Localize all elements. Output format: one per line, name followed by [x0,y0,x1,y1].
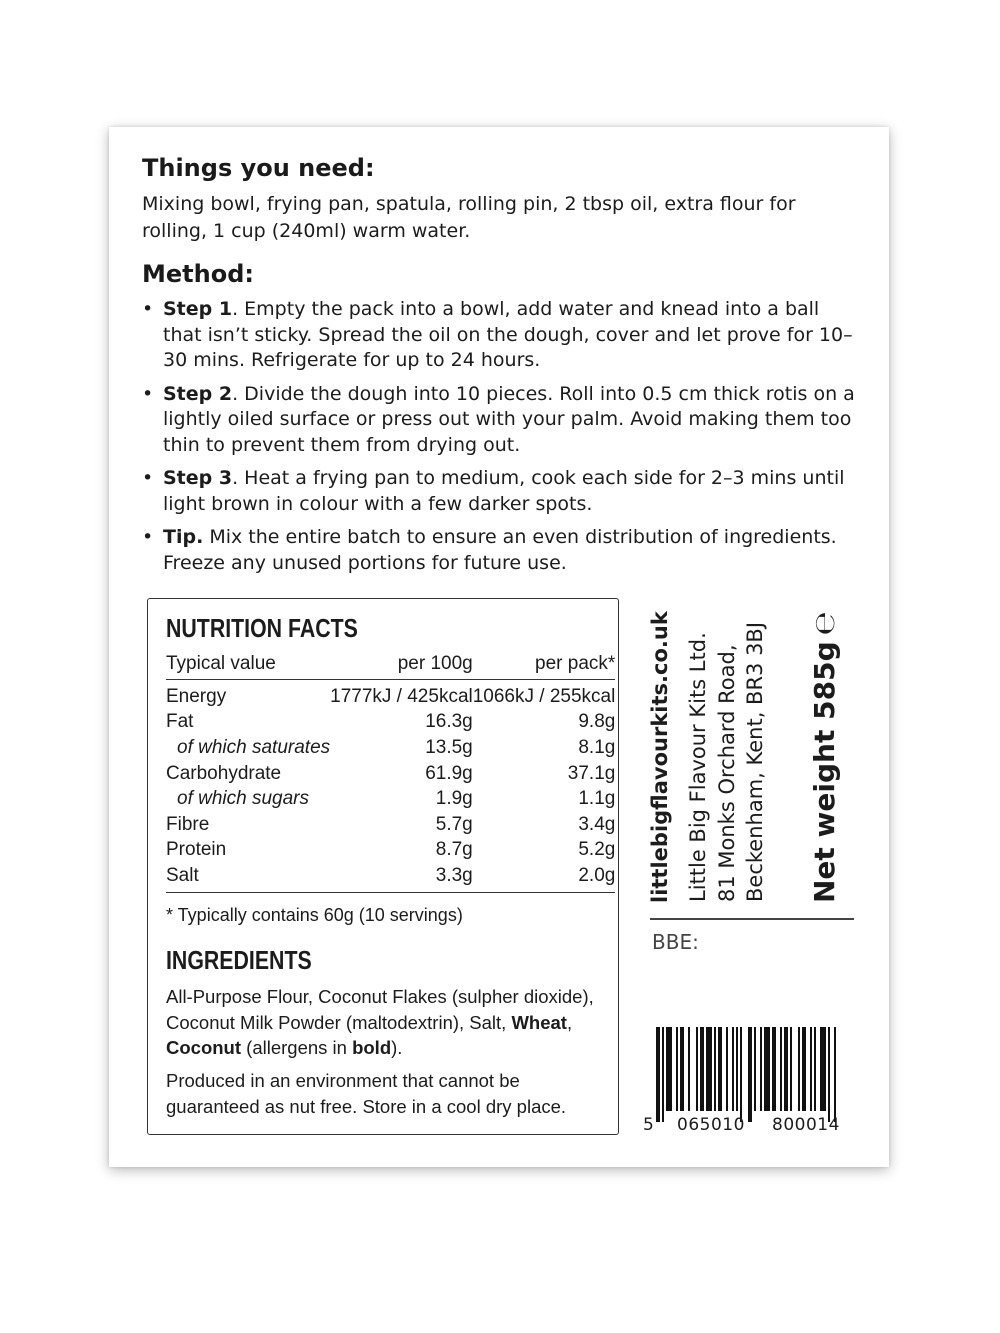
nutrient-name: Carbohydrate [166,762,282,784]
nutrient-name: Protein [166,839,227,861]
nutrient-name: Fibre [166,813,210,835]
barcode-bar [820,1027,826,1111]
nutrition-title: NUTRITION FACTS [166,613,358,643]
ingredients-list: All-Purpose Flour, Coconut Flakes (sulpher dioxide), Coconut Milk Powder (maltodextrin), Salt, [166,986,594,1033]
barcode-bar [802,1027,806,1111]
per100-value: 1.9g [435,788,473,810]
barcode [656,1027,838,1122]
ingredients-title: INGREDIENTS [166,945,312,975]
perpack-value: 1066kJ / 255kcal [472,685,616,707]
barcode-bar [714,1027,716,1111]
company-address [688,622,774,902]
barcode-bar [810,1027,812,1111]
net-weight-text: Net weight 585g [808,641,841,903]
perpack-value: 5.2g [578,839,616,861]
bbe-label: BBE: [652,930,699,954]
barcode-lead-digit: 5 [643,1115,655,1135]
per100-value: 61.9g [425,762,473,784]
table-row [166,786,615,812]
barcode-bar [834,1027,836,1122]
barcode-bar [680,1027,684,1111]
perpack-value: 8.1g [578,736,616,758]
address-line: Little Big Flavour Kits Ltd. [686,632,710,902]
barcode-bar [798,1027,800,1111]
address-line: 81 Monks Orchard Road, [714,644,739,902]
header-per100: per 100g [330,649,473,680]
list-item [142,382,862,459]
step-label: Step 2 [163,382,233,405]
table-row [166,710,615,736]
list-item [142,525,862,576]
divider [650,918,854,920]
per100-value: 1777kJ / 425kcal [330,685,473,707]
table-row [166,761,615,787]
list-item [142,466,862,517]
e-mark-icon: ℮ [808,611,841,636]
barcode-bar [666,1027,672,1111]
ingredients-comma: , [566,1011,573,1033]
address-line: Beckenham, Kent, BR3 3BJ [743,621,767,902]
header-perpack: per pack* [473,649,616,680]
allergen-note-end: ). [391,1037,403,1058]
step-text: . Heat a frying pan to medium, cook each side for 2–3 mins until light brown in colour with a few darker spots. [163,467,845,515]
perpack-value: 37.1g [567,762,616,784]
barcode-right-digits: 800014 [772,1115,840,1135]
nutrient-name: of which sugars [177,788,310,810]
tip-text: Mix the entire batch to ensure an even distribution of ingredients. Freeze any unused portions for future use. [163,526,837,574]
barcode-bar [706,1027,712,1111]
nutrition-table [166,649,615,893]
step-label: Step 1 [163,298,233,320]
things-title: Things you need: [142,154,375,182]
barcode-bar [732,1027,734,1111]
step-label: Step 3 [163,467,233,489]
barcode-left-digits: 065010 [677,1115,745,1135]
allergen-wheat: Wheat [511,1011,567,1033]
method-title: Method: [142,260,254,288]
perpack-value: 9.8g [578,711,616,733]
per100-value: 13.5g [425,736,473,758]
barcode-bar [740,1027,742,1122]
nutrient-name: Energy [166,685,227,707]
perpack-value: 1.1g [578,788,616,810]
website-text: littlebigflavourkits.co.uk [648,611,672,903]
barcode-bar [688,1027,690,1111]
barcode-bar [748,1027,752,1122]
servings-footnote: * Typically contains 60g (10 servings) [166,905,463,925]
perpack-value: 2.0g [473,863,616,892]
table-row [166,735,615,761]
step-text: . Empty the pack into a bowl, add water and knead into a ball that isn’t sticky. Spread the oil on the dough, cover and let prove for 10–30 mins. Refrigerate for up to 24 hours. [163,298,853,371]
per100-value: 3.3g [330,863,473,892]
barcode-bar [696,1027,698,1111]
allergen-note: (allergens in [241,1037,353,1058]
perpack-value: 3.4g [578,813,616,835]
per100-value: 5.7g [435,813,473,835]
barcode-bar [656,1027,660,1122]
step-text: . Divide the dough into 10 pieces. Roll into 0.5 cm thick rotis on a lightly oiled surface or press out with your palm. Avoid making them too thin to prevent them from drying out. [163,382,855,456]
barcode-bar [760,1027,762,1111]
barcode-bar [780,1027,782,1111]
table-header-row [166,649,615,680]
allergen-note-bold: bold [352,1037,392,1058]
barcode-bar [790,1027,792,1111]
barcode-bar [700,1027,704,1111]
header-typical: Typical value [166,649,330,680]
per100-value: 16.3g [425,711,473,733]
list-item [142,297,862,374]
environment-note: Produced in an environment that cannot be guaranteed as nut free. Store in a cool dry place. [166,1070,567,1117]
nutrient-name: of which saturates [177,736,331,758]
table-row [166,863,615,892]
barcode-bar [726,1027,728,1111]
things-text: Mixing bowl, frying pan, spatula, rolling pin, 2 tbsp oil, extra flour for rolling, 1 cup (240ml) warm water. [142,193,796,242]
barcode-bar [814,1027,816,1111]
barcode-bar [772,1027,776,1111]
nutrition-panel [147,598,619,1135]
barcode-bar [662,1027,664,1122]
table-row [166,812,615,838]
barcode-bar [736,1027,738,1111]
nutrient-name: Fat [166,711,194,733]
net-weight [808,611,841,903]
nutrient-name: Salt [166,863,330,892]
barcode-bar [764,1027,770,1111]
barcode-bar [676,1027,678,1111]
table-row [166,838,615,864]
tip-label: Tip. [163,526,204,548]
table-row [166,680,615,710]
allergen-coconut: Coconut [166,1037,242,1058]
per100-value: 8.7g [435,839,473,861]
barcode-bar [754,1027,756,1111]
barcode-bar [828,1027,830,1122]
method-steps [142,297,862,584]
ingredients-text [166,984,616,1061]
barcode-bar [784,1027,788,1111]
barcode-bar [718,1027,722,1111]
